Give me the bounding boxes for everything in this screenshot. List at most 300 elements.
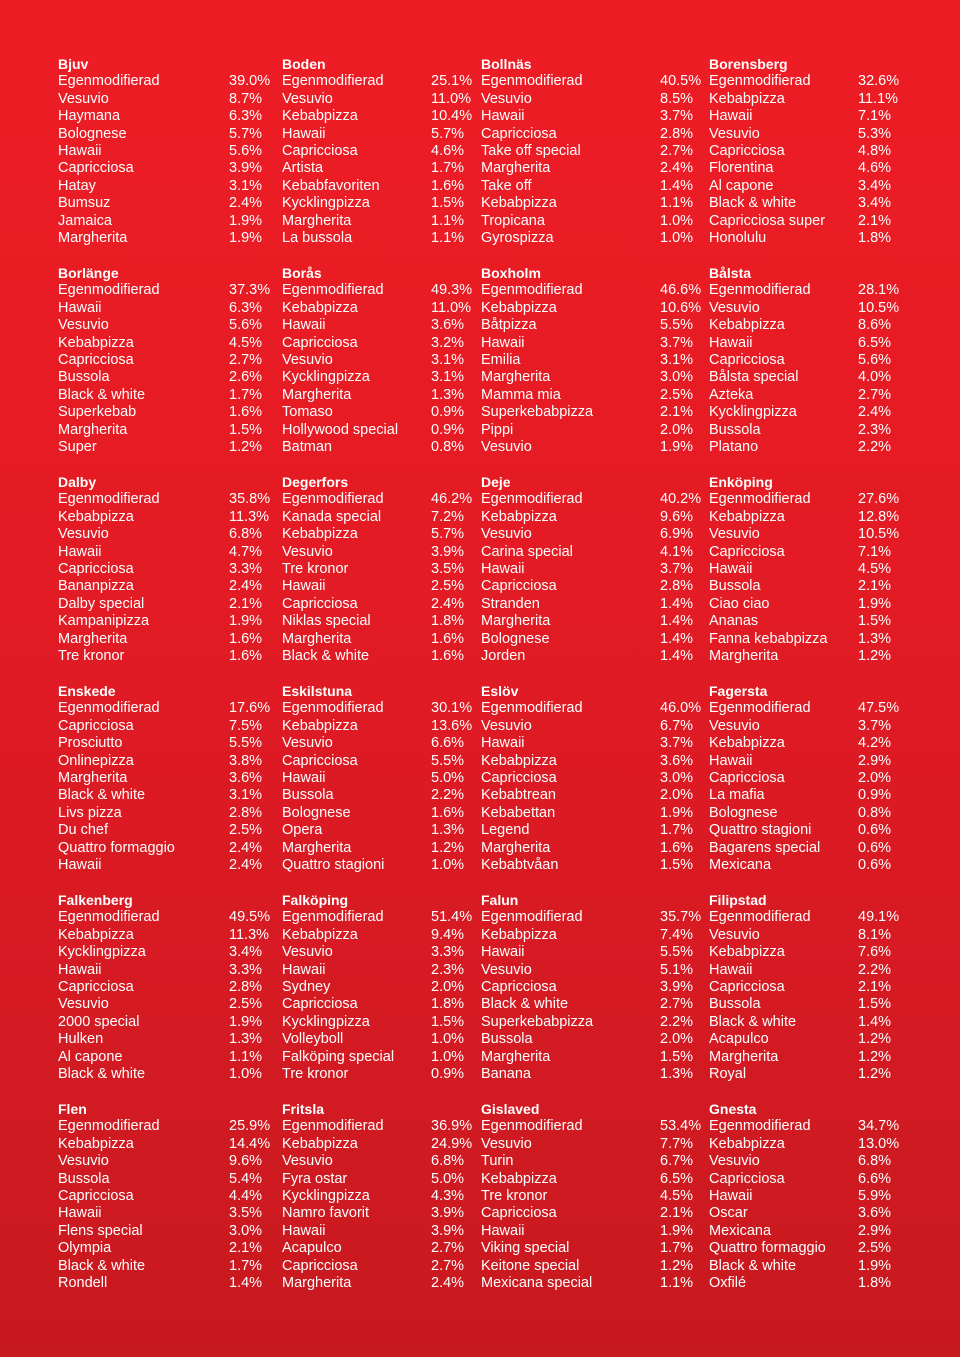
pizza-share: 35.8% bbox=[229, 491, 271, 508]
pizza-row bbox=[58, 335, 274, 352]
pizza-share: 1.3% bbox=[431, 386, 465, 403]
pizza-row bbox=[709, 840, 903, 857]
pizza-name: Hawaii bbox=[282, 769, 326, 786]
city-block bbox=[282, 1101, 476, 1311]
pizza-row bbox=[481, 1275, 705, 1292]
pizza-row bbox=[282, 979, 476, 996]
pizza-row bbox=[58, 1171, 274, 1188]
pizza-share: 1.6% bbox=[431, 630, 465, 647]
city-name: Flen bbox=[58, 1101, 87, 1117]
pizza-share: 1.2% bbox=[431, 839, 465, 856]
pizza-share: 14.4% bbox=[229, 1135, 271, 1152]
pizza-row bbox=[282, 805, 476, 822]
pizza-row bbox=[481, 369, 705, 386]
city-block bbox=[481, 265, 705, 475]
pizza-row bbox=[282, 509, 476, 526]
pizza-row bbox=[282, 300, 476, 317]
pizza-share: 5.5% bbox=[229, 735, 263, 752]
pizza-name: Platano bbox=[709, 438, 759, 455]
pizza-name: Hawaii bbox=[481, 1222, 525, 1239]
pizza-share: 1.4% bbox=[660, 177, 694, 194]
pizza-name: Banana bbox=[481, 1065, 531, 1082]
pizza-name: Fanna kebabpizza bbox=[709, 630, 828, 647]
pizza-row bbox=[709, 369, 903, 386]
pizza-row bbox=[282, 1031, 476, 1048]
pizza-share: 9.6% bbox=[660, 508, 694, 525]
pizza-row bbox=[282, 126, 476, 143]
pizza-name: Du chef bbox=[58, 822, 108, 839]
pizza-row bbox=[709, 91, 903, 108]
city-name: Bålsta bbox=[709, 265, 752, 281]
pizza-name: Egenmodifierad bbox=[58, 491, 160, 508]
pizza-share: 0.9% bbox=[431, 404, 465, 421]
pizza-share: 4.2% bbox=[858, 735, 892, 752]
city-name: Deje bbox=[481, 474, 511, 490]
pizza-share: 5.6% bbox=[229, 142, 263, 159]
pizza-row bbox=[481, 387, 705, 404]
pizza-share: 1.7% bbox=[431, 160, 465, 177]
pizza-name: Dalby special bbox=[58, 595, 145, 612]
pizza-share: 2.7% bbox=[431, 1257, 465, 1274]
pizza-name: Bussola bbox=[58, 1170, 110, 1187]
pizza-share: 0.9% bbox=[431, 421, 465, 438]
pizza-name: Margherita bbox=[709, 647, 779, 664]
pizza-row bbox=[709, 73, 903, 90]
pizza-row bbox=[58, 1118, 274, 1135]
pizza-name: Black & white bbox=[481, 996, 569, 1013]
pizza-name: Bolognese bbox=[282, 804, 351, 821]
pizza-share: 0.8% bbox=[431, 438, 465, 455]
pizza-share: 0.9% bbox=[858, 787, 892, 804]
pizza-name: La mafia bbox=[709, 787, 765, 804]
pizza-name: Tropicana bbox=[481, 212, 545, 229]
pizza-name: Take off special bbox=[481, 142, 581, 159]
pizza-share: 3.7% bbox=[660, 334, 694, 351]
pizza-row bbox=[282, 1223, 476, 1240]
pizza-share: 2.8% bbox=[229, 978, 263, 995]
pizza-row bbox=[282, 439, 476, 456]
pizza-row bbox=[58, 439, 274, 456]
pizza-share: 1.6% bbox=[229, 404, 263, 421]
pizza-row bbox=[481, 126, 705, 143]
pizza-share: 2.7% bbox=[431, 1240, 465, 1257]
pizza-name: Bolognese bbox=[709, 804, 778, 821]
pizza-share: 3.4% bbox=[229, 944, 263, 961]
pizza-row bbox=[709, 1223, 903, 1240]
pizza-name: Prosciutto bbox=[58, 735, 123, 752]
pizza-name: Hawaii bbox=[709, 1187, 753, 1204]
pizza-share: 2.7% bbox=[660, 996, 694, 1013]
pizza-name: Kebabtvåan bbox=[481, 856, 559, 873]
pizza-name: Egenmodifierad bbox=[709, 1118, 811, 1135]
pizza-share: 1.6% bbox=[431, 804, 465, 821]
pizza-row bbox=[58, 91, 274, 108]
pizza-share: 13.6% bbox=[431, 717, 473, 734]
pizza-share: 1.0% bbox=[660, 212, 694, 229]
city-block bbox=[58, 683, 274, 893]
pizza-name: Namro favorit bbox=[282, 1205, 370, 1222]
pizza-share: 30.1% bbox=[431, 700, 473, 717]
pizza-row bbox=[282, 1153, 476, 1170]
city-block bbox=[481, 474, 705, 684]
pizza-share: 2.3% bbox=[858, 421, 892, 438]
pizza-row bbox=[481, 282, 705, 299]
pizza-share: 3.1% bbox=[431, 351, 465, 368]
city-name: Falkenberg bbox=[58, 892, 133, 908]
pizza-name: Kebabpizza bbox=[282, 526, 358, 543]
pizza-row bbox=[709, 1153, 903, 1170]
pizza-name: Margherita bbox=[481, 613, 551, 630]
pizza-name: Egenmodifierad bbox=[709, 700, 811, 717]
pizza-share: 3.9% bbox=[660, 978, 694, 995]
pizza-name: Kebabpizza bbox=[481, 508, 557, 525]
city-name: Bollnäs bbox=[481, 56, 532, 72]
pizza-share: 2.8% bbox=[229, 804, 263, 821]
pizza-name: Capricciosa bbox=[282, 752, 358, 769]
pizza-name: Hawaii bbox=[282, 125, 326, 142]
pizza-name: Livs pizza bbox=[58, 804, 122, 821]
pizza-row bbox=[282, 1171, 476, 1188]
pizza-share: 8.7% bbox=[229, 90, 263, 107]
pizza-name: 2000 special bbox=[58, 1013, 140, 1030]
pizza-name: Artista bbox=[282, 160, 324, 177]
pizza-share: 1.4% bbox=[660, 630, 694, 647]
pizza-row bbox=[282, 526, 476, 543]
pizza-name: Hawaii bbox=[481, 944, 525, 961]
pizza-share: 4.5% bbox=[229, 334, 263, 351]
pizza-row bbox=[709, 108, 903, 125]
pizza-row bbox=[58, 718, 274, 735]
pizza-row bbox=[709, 213, 903, 230]
pizza-row bbox=[58, 822, 274, 839]
pizza-row bbox=[709, 282, 903, 299]
pizza-name: Kycklingpizza bbox=[282, 1187, 370, 1204]
pizza-share: 1.8% bbox=[858, 229, 892, 246]
pizza-share: 0.8% bbox=[858, 804, 892, 821]
pizza-row bbox=[709, 996, 903, 1013]
pizza-name: Bagarens special bbox=[709, 839, 821, 856]
pizza-name: Viking special bbox=[481, 1240, 570, 1257]
city-block bbox=[282, 265, 476, 475]
pizza-name: Jamaica bbox=[58, 212, 112, 229]
pizza-name: Bolognese bbox=[481, 630, 550, 647]
pizza-name: Margherita bbox=[481, 369, 551, 386]
pizza-name: Hawaii bbox=[481, 735, 525, 752]
pizza-name: Ciao ciao bbox=[709, 595, 770, 612]
pizza-share: 3.8% bbox=[229, 752, 263, 769]
pizza-share: 3.0% bbox=[660, 369, 694, 386]
pizza-row bbox=[709, 700, 903, 717]
pizza-share: 1.9% bbox=[660, 1222, 694, 1239]
pizza-name: Hulken bbox=[58, 1031, 104, 1048]
pizza-name: Hawaii bbox=[58, 543, 102, 560]
pizza-row bbox=[709, 735, 903, 752]
pizza-name: Honolulu bbox=[709, 229, 767, 246]
pizza-name: Bussola bbox=[709, 421, 761, 438]
pizza-name: Vesuvio bbox=[709, 717, 760, 734]
pizza-name: Capricciosa bbox=[282, 996, 358, 1013]
pizza-share: 1.0% bbox=[431, 856, 465, 873]
pizza-row bbox=[481, 631, 705, 648]
city-name: Eslöv bbox=[481, 683, 519, 699]
pizza-share: 5.1% bbox=[660, 961, 694, 978]
pizza-share: 1.2% bbox=[858, 1031, 892, 1048]
pizza-row bbox=[481, 108, 705, 125]
pizza-share: 2.4% bbox=[431, 595, 465, 612]
pizza-row bbox=[709, 544, 903, 561]
pizza-share: 1.3% bbox=[229, 1031, 263, 1048]
pizza-name: Margherita bbox=[58, 229, 128, 246]
pizza-share: 4.7% bbox=[229, 543, 263, 560]
pizza-name: Hawaii bbox=[481, 560, 525, 577]
pizza-row bbox=[709, 787, 903, 804]
pizza-name: Hollywood special bbox=[282, 421, 399, 438]
pizza-name: Egenmodifierad bbox=[282, 909, 384, 926]
pizza-row bbox=[481, 1031, 705, 1048]
pizza-share: 2.5% bbox=[660, 386, 694, 403]
pizza-share: 3.9% bbox=[229, 160, 263, 177]
pizza-share: 1.7% bbox=[229, 1257, 263, 1274]
pizza-share: 11.1% bbox=[858, 90, 899, 107]
pizza-share: 8.6% bbox=[858, 317, 892, 334]
pizza-name: Hawaii bbox=[709, 961, 753, 978]
pizza-name: Vesuvio bbox=[481, 1135, 532, 1152]
pizza-name: Egenmodifierad bbox=[709, 73, 811, 90]
city-name: Degerfors bbox=[282, 474, 349, 490]
pizza-share: 2.0% bbox=[660, 1031, 694, 1048]
pizza-name: Båtpizza bbox=[481, 317, 537, 334]
pizza-name: Hawaii bbox=[58, 961, 102, 978]
city-name: Borensberg bbox=[709, 56, 788, 72]
pizza-share: 10.5% bbox=[858, 299, 900, 316]
city-name: Borås bbox=[282, 265, 322, 281]
pizza-share: 1.5% bbox=[229, 421, 263, 438]
pizza-row bbox=[709, 352, 903, 369]
pizza-row bbox=[282, 282, 476, 299]
pizza-share: 2.1% bbox=[660, 1205, 694, 1222]
pizza-share: 8.1% bbox=[858, 926, 892, 943]
pizza-row bbox=[58, 909, 274, 926]
pizza-name: Margherita bbox=[282, 386, 352, 403]
pizza-row bbox=[282, 1258, 476, 1275]
pizza-row bbox=[709, 1118, 903, 1135]
pizza-row bbox=[58, 491, 274, 508]
pizza-row bbox=[481, 561, 705, 578]
pizza-share: 1.0% bbox=[431, 1031, 465, 1048]
pizza-row bbox=[282, 160, 476, 177]
pizza-name: Margherita bbox=[58, 769, 128, 786]
pizza-name: Hawaii bbox=[282, 1222, 326, 1239]
pizza-share: 49.5% bbox=[229, 909, 271, 926]
pizza-share: 7.1% bbox=[858, 543, 892, 560]
pizza-share: 5.9% bbox=[858, 1187, 892, 1204]
pizza-name: Al capone bbox=[58, 1048, 123, 1065]
pizza-name: Vesuvio bbox=[709, 299, 760, 316]
pizza-row bbox=[282, 770, 476, 787]
pizza-share: 1.7% bbox=[229, 386, 263, 403]
pizza-name: Kebabpizza bbox=[58, 334, 134, 351]
pizza-row bbox=[709, 1136, 903, 1153]
pizza-share: 6.5% bbox=[858, 334, 892, 351]
pizza-row bbox=[481, 160, 705, 177]
pizza-name: Hawaii bbox=[709, 560, 753, 577]
pizza-name: Vesuvio bbox=[481, 90, 532, 107]
pizza-share: 3.9% bbox=[431, 543, 465, 560]
pizza-share: 3.9% bbox=[431, 1222, 465, 1239]
pizza-row bbox=[282, 735, 476, 752]
city-block bbox=[709, 892, 903, 1102]
pizza-name: Kycklingpizza bbox=[58, 944, 146, 961]
pizza-share: 46.0% bbox=[660, 700, 702, 717]
pizza-row bbox=[709, 317, 903, 334]
pizza-row bbox=[58, 178, 274, 195]
pizza-row bbox=[58, 387, 274, 404]
pizza-row bbox=[481, 317, 705, 334]
pizza-name: Tre kronor bbox=[282, 1065, 349, 1082]
pizza-row bbox=[481, 1136, 705, 1153]
pizza-row bbox=[58, 631, 274, 648]
pizza-share: 5.3% bbox=[858, 125, 892, 142]
pizza-row bbox=[282, 857, 476, 874]
pizza-row bbox=[58, 1066, 274, 1083]
pizza-share: 1.1% bbox=[431, 212, 465, 229]
pizza-name: Kampanipizza bbox=[58, 613, 150, 630]
pizza-share: 1.5% bbox=[858, 996, 892, 1013]
pizza-name: Emilia bbox=[481, 351, 521, 368]
pizza-name: Capricciosa bbox=[709, 142, 785, 159]
pizza-name: Margherita bbox=[481, 1048, 551, 1065]
pizza-row bbox=[481, 439, 705, 456]
pizza-share: 2.1% bbox=[858, 578, 892, 595]
pizza-row bbox=[282, 909, 476, 926]
pizza-share: 1.1% bbox=[660, 195, 694, 212]
pizza-share: 5.7% bbox=[229, 125, 263, 142]
pizza-row bbox=[709, 909, 903, 926]
pizza-row bbox=[481, 770, 705, 787]
pizza-row bbox=[709, 1188, 903, 1205]
pizza-share: 7.1% bbox=[858, 108, 892, 125]
pizza-row bbox=[709, 335, 903, 352]
pizza-row bbox=[282, 1240, 476, 1257]
pizza-name: Royal bbox=[709, 1065, 747, 1082]
pizza-name: Al capone bbox=[709, 177, 774, 194]
pizza-share: 1.6% bbox=[229, 647, 263, 664]
pizza-row bbox=[709, 1031, 903, 1048]
pizza-name: Bålsta special bbox=[709, 369, 799, 386]
city-block bbox=[58, 265, 274, 475]
pizza-row bbox=[282, 596, 476, 613]
pizza-name: Kycklingpizza bbox=[282, 369, 370, 386]
pizza-row bbox=[282, 108, 476, 125]
pizza-share: 5.4% bbox=[229, 1170, 263, 1187]
pizza-name: Capricciosa super bbox=[709, 212, 826, 229]
pizza-share: 1.6% bbox=[431, 177, 465, 194]
pizza-share: 6.9% bbox=[660, 526, 694, 543]
pizza-share: 5.7% bbox=[431, 526, 465, 543]
pizza-row bbox=[709, 387, 903, 404]
pizza-row bbox=[709, 631, 903, 648]
pizza-name: Hawaii bbox=[481, 334, 525, 351]
pizza-name: Quattro stagioni bbox=[709, 822, 812, 839]
pizza-row bbox=[58, 1014, 274, 1031]
pizza-row bbox=[58, 230, 274, 247]
pizza-name: Capricciosa bbox=[481, 769, 557, 786]
pizza-share: 2.2% bbox=[858, 438, 892, 455]
pizza-row bbox=[481, 544, 705, 561]
pizza-row bbox=[481, 857, 705, 874]
pizza-share: 2.1% bbox=[660, 404, 694, 421]
pizza-name: Turin bbox=[481, 1153, 514, 1170]
pizza-share: 1.2% bbox=[858, 1048, 892, 1065]
pizza-name: Kebabtrean bbox=[481, 787, 556, 804]
pizza-share: 2.1% bbox=[229, 595, 263, 612]
pizza-row bbox=[282, 387, 476, 404]
pizza-share: 3.5% bbox=[431, 560, 465, 577]
pizza-row bbox=[481, 753, 705, 770]
pizza-name: Capricciosa bbox=[282, 595, 358, 612]
pizza-share: 4.5% bbox=[858, 560, 892, 577]
pizza-row bbox=[481, 1223, 705, 1240]
pizza-share: 1.6% bbox=[660, 839, 694, 856]
pizza-share: 17.6% bbox=[229, 700, 271, 717]
pizza-row bbox=[709, 422, 903, 439]
pizza-row bbox=[481, 491, 705, 508]
pizza-row bbox=[58, 404, 274, 421]
pizza-share: 2.5% bbox=[229, 822, 263, 839]
pizza-row bbox=[282, 1275, 476, 1292]
pizza-name: Kebabpizza bbox=[282, 108, 358, 125]
pizza-name: Superkebab bbox=[58, 404, 137, 421]
pizza-share: 35.7% bbox=[660, 909, 702, 926]
pizza-share: 34.7% bbox=[858, 1118, 900, 1135]
pizza-share: 1.1% bbox=[660, 1274, 694, 1291]
pizza-row bbox=[282, 335, 476, 352]
pizza-row bbox=[58, 735, 274, 752]
pizza-name: La bussola bbox=[282, 229, 353, 246]
pizza-share: 7.2% bbox=[431, 508, 465, 525]
pizza-name: Kycklingpizza bbox=[709, 404, 797, 421]
pizza-row bbox=[481, 822, 705, 839]
pizza-share: 0.6% bbox=[858, 839, 892, 856]
pizza-row bbox=[709, 439, 903, 456]
pizza-share: 2.4% bbox=[229, 839, 263, 856]
pizza-share: 13.0% bbox=[858, 1135, 900, 1152]
pizza-name: Black & white bbox=[58, 386, 146, 403]
city-name: Boden bbox=[282, 56, 326, 72]
pizza-share: 1.2% bbox=[858, 1065, 892, 1082]
pizza-row bbox=[282, 544, 476, 561]
pizza-share: 4.8% bbox=[858, 142, 892, 159]
pizza-share: 11.3% bbox=[229, 926, 270, 943]
pizza-name: Quattro formaggio bbox=[709, 1240, 826, 1257]
pizza-share: 2.0% bbox=[660, 787, 694, 804]
pizza-name: Vesuvio bbox=[58, 996, 109, 1013]
pizza-row bbox=[709, 1171, 903, 1188]
pizza-share: 0.9% bbox=[431, 1065, 465, 1082]
pizza-row bbox=[58, 422, 274, 439]
pizza-name: Hawaii bbox=[282, 961, 326, 978]
pizza-name: Capricciosa bbox=[58, 351, 134, 368]
pizza-share: 40.5% bbox=[660, 73, 702, 90]
pizza-row bbox=[709, 1049, 903, 1066]
pizza-row bbox=[58, 213, 274, 230]
pizza-row bbox=[481, 1118, 705, 1135]
pizza-share: 28.1% bbox=[858, 282, 900, 299]
pizza-share: 0.6% bbox=[858, 856, 892, 873]
pizza-row bbox=[282, 927, 476, 944]
pizza-share: 1.9% bbox=[858, 1257, 892, 1274]
pizza-row bbox=[58, 160, 274, 177]
